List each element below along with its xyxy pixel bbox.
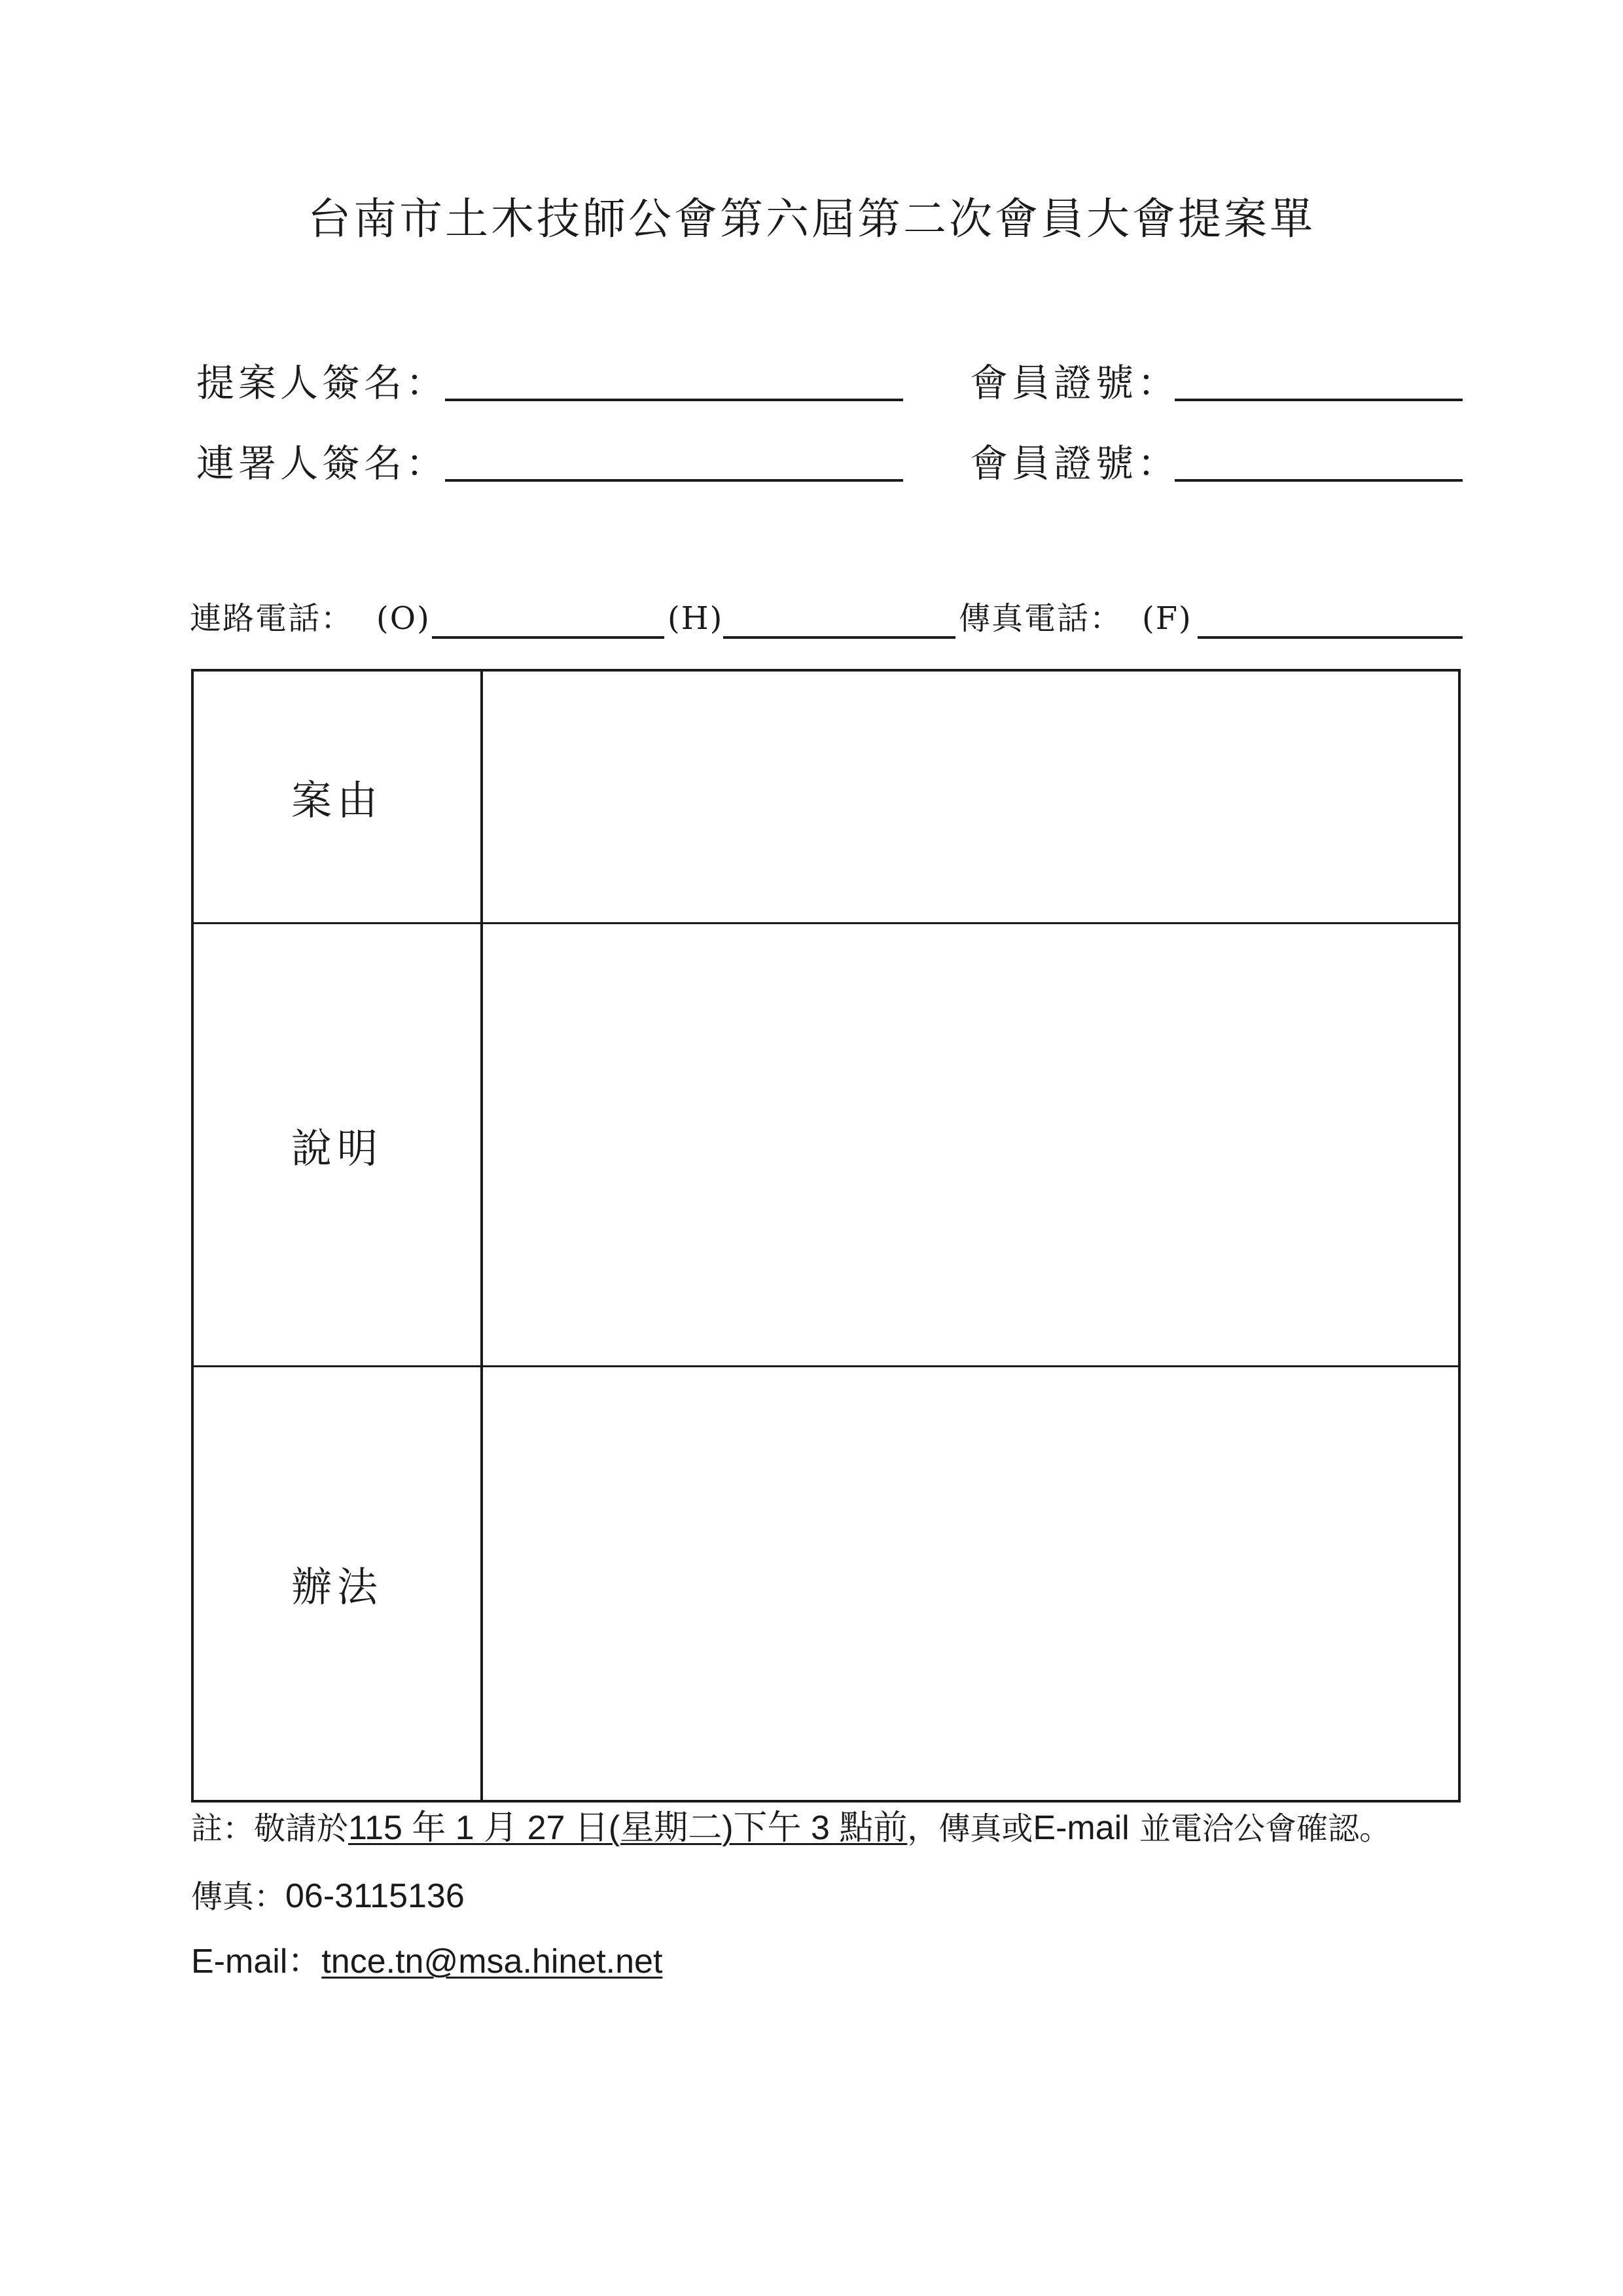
proposer-signature-label: 提案人簽名： xyxy=(196,361,448,405)
cosigner-member-id-label: 會員證號： xyxy=(970,441,1180,486)
phone-office-tag: (O) xyxy=(376,600,431,637)
proposer-row xyxy=(0,357,1623,409)
phone-home-field[interactable] xyxy=(723,636,955,639)
cosigner-signature-label: 連署人簽名： xyxy=(196,441,448,486)
phone-office-field[interactable] xyxy=(432,636,664,639)
email-line xyxy=(191,1939,662,1985)
note-prefix: 註：敬請於 xyxy=(191,1810,349,1847)
fax-tag: (F) xyxy=(1142,600,1192,637)
note-line xyxy=(191,1805,1391,1852)
fax-field[interactable] xyxy=(1198,636,1463,639)
form-title: 台南市土木技師公會第六屆第二次會員大會提案單 xyxy=(308,194,1315,244)
proposer-member-id-field[interactable] xyxy=(1175,399,1463,401)
cosigner-row xyxy=(0,437,1623,490)
phone-label: 連路電話： xyxy=(190,600,354,637)
email-link[interactable]: tnce.tn@msa.hinet.net xyxy=(321,1943,663,1981)
row-label-explanation: 說明 xyxy=(194,924,483,1365)
proposer-signature-field[interactable] xyxy=(445,399,903,401)
note-email-word: E-mail xyxy=(1033,1809,1130,1847)
row-label-case: 案由 xyxy=(194,672,483,922)
row-label-method: 辦法 xyxy=(194,1367,483,1800)
explanation-content-field[interactable] xyxy=(483,924,1458,1365)
case-content-field[interactable] xyxy=(483,672,1458,922)
contact-phone-row xyxy=(190,596,1466,641)
table-row xyxy=(194,1365,1458,1800)
fax-number: 06-3115136 xyxy=(285,1877,465,1915)
email-label: E-mail： xyxy=(191,1943,322,1981)
fax-phone-label: 傳真電話： xyxy=(959,600,1123,637)
table-row xyxy=(194,672,1458,922)
note-suffix-1: ，傳真或 xyxy=(907,1810,1033,1847)
table-row xyxy=(194,922,1458,1365)
fax-label: 傳真： xyxy=(191,1878,286,1915)
fax-line xyxy=(191,1873,465,1920)
deadline-text: 115 年 1 月 27 日(星期二)下午 3 點前 xyxy=(348,1809,908,1847)
cosigner-signature-field[interactable] xyxy=(445,479,903,482)
cosigner-member-id-field[interactable] xyxy=(1175,479,1463,482)
proposal-table xyxy=(191,669,1461,1803)
proposer-member-id-label: 會員證號： xyxy=(970,361,1180,405)
note-suffix-2: 並電洽公會確認。 xyxy=(1139,1810,1391,1847)
method-content-field[interactable] xyxy=(483,1367,1458,1800)
phone-home-tag: (H) xyxy=(668,600,724,637)
